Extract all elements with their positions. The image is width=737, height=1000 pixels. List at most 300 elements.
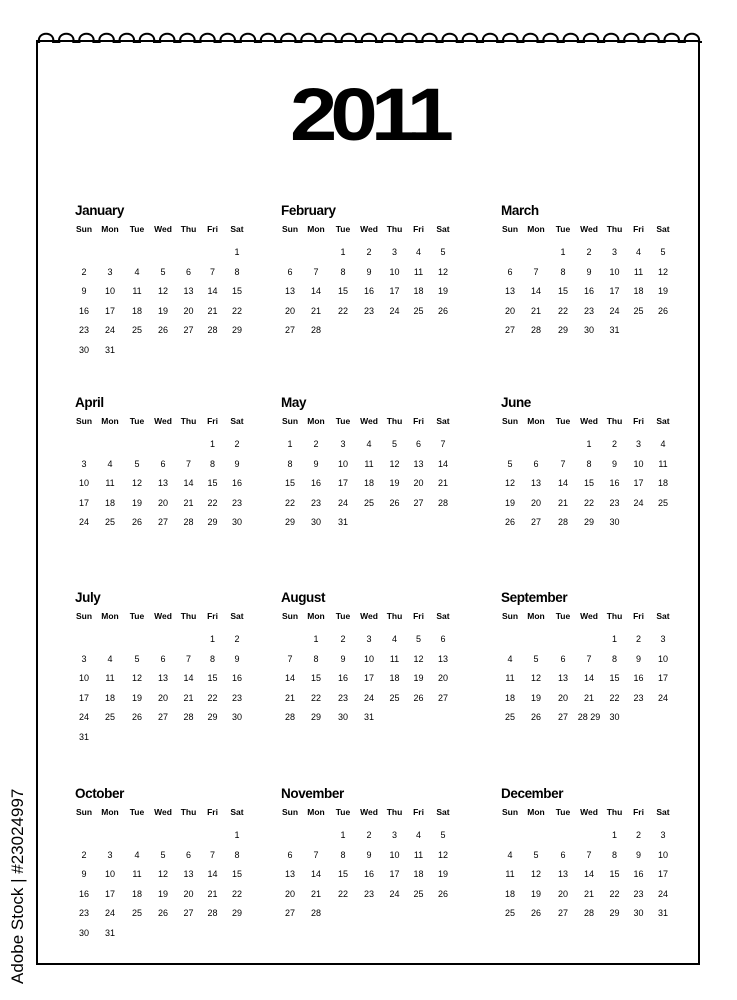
weekday-header: Sat [436,416,450,426]
weekday-header: Sat [656,807,670,817]
day-cell: 10 [104,286,115,297]
empty-day-cell [522,435,550,455]
weekday-header: Mon [527,611,545,621]
week-row [278,669,458,689]
day-cell: 16 [310,478,321,489]
week-row [72,846,252,866]
weekday-header: Sun [281,224,299,234]
empty-day-cell [627,321,650,341]
day-cell: 25 [504,712,515,723]
empty-day-cell [150,341,176,361]
day-cell: 19 [657,286,668,297]
week-row [498,904,678,924]
week-row [72,341,252,361]
weekday-header: Fri [633,611,644,621]
day-cell: 28 [183,517,194,528]
empty-day-cell [650,513,676,533]
week-row [278,435,458,455]
week-row [498,826,678,846]
day-cell: 8 [313,653,319,664]
day-cell: 23 [337,692,348,703]
day-cell: 4 [107,458,113,469]
empty-day-cell [430,513,456,533]
day-cell: 25 [504,908,515,919]
weekday-header: Sat [230,807,244,817]
day-cell: 26 [389,497,400,508]
empty-day-cell [356,904,382,924]
day-cell: 10 [389,849,400,860]
month-december [498,786,678,924]
week-row [278,650,458,670]
day-cell: 12 [413,653,424,664]
weekday-header-row [278,413,458,429]
weeks [498,435,678,533]
day-cell: 17 [389,286,400,297]
day-cell: 14 [557,478,568,489]
month-november [278,786,458,924]
day-cell: 10 [657,653,668,664]
month-name: January [75,203,124,218]
day-cell: 8 [340,849,346,860]
day-cell: 4 [415,830,421,840]
day-cell: 22 [207,497,218,508]
day-cell: 6 [415,439,421,449]
day-cell: 9 [586,266,592,277]
day-cell: 7 [313,849,319,860]
day-cell: 14 [310,286,321,297]
day-cell: 15 [609,673,620,684]
week-row [72,302,252,322]
day-cell: 5 [507,458,513,469]
day-cell: 31 [104,344,115,355]
month-january [72,203,252,361]
month-february [278,203,458,341]
day-cell: 21 [207,305,218,316]
empty-day-cell [382,513,407,533]
empty-day-cell [124,243,150,263]
weekday-header: Tue [129,611,145,621]
empty-day-cell [96,728,124,748]
day-cell: 11 [413,849,424,860]
weekday-header-row [72,413,252,429]
day-cell: 21 [310,305,321,316]
day-cell: 11 [633,266,644,277]
weeks [278,435,458,533]
week-row [72,669,252,689]
empty-day-cell [124,435,150,455]
day-cell: 2 [340,634,346,644]
day-cell: 4 [507,653,513,664]
day-cell: 7 [533,266,539,277]
month-name: April [75,395,104,410]
day-cell: 8 [234,849,240,860]
empty-day-cell [330,904,356,924]
day-cell: 8 [340,266,346,277]
empty-day-cell [550,435,576,455]
day-cell: 14 [437,458,448,469]
day-cell: 19 [437,286,448,297]
day-cell: 5 [415,634,421,644]
day-cell: 16 [363,286,374,297]
day-cell: 31 [104,927,115,938]
day-cell: 23 [583,305,594,316]
day-cell: 21 [583,888,594,899]
day-cell: 6 [185,266,191,277]
weekday-header: Sun [501,224,519,234]
day-cell: 12 [657,266,668,277]
day-cell: 28 [530,325,541,336]
day-cell: 6 [185,849,191,860]
empty-day-cell [124,630,150,650]
weekday-header: Thu [606,611,623,621]
weekday-header: Thu [386,224,403,234]
day-cell: 25 [413,888,424,899]
day-cell: 7 [313,266,319,277]
day-cell: 29 [207,517,218,528]
weekday-header: Sun [281,611,299,621]
week-row [498,435,678,455]
day-cell: 18 [363,478,374,489]
day-cell: 2 [635,634,641,644]
weekday-header-row [498,221,678,237]
day-cell: 13 [557,869,568,880]
day-cell: 24 [657,888,668,899]
weeks [278,630,458,728]
empty-day-cell [201,341,224,361]
day-cell: 27 [437,692,448,703]
day-cell: 1 [560,247,566,257]
day-cell: 26 [413,692,424,703]
week-row [498,650,678,670]
day-cell: 13 [183,869,194,880]
day-cell: 28 [310,908,321,919]
week-row [498,708,678,728]
weekday-header: Mon [101,224,119,234]
day-cell: 7 [209,849,215,860]
week-row [278,885,458,905]
empty-day-cell [150,826,176,846]
day-cell: 14 [183,478,194,489]
day-cell: 26 [131,517,142,528]
weekday-header: Sun [75,807,93,817]
day-cell: 8 [560,266,566,277]
day-cell: 12 [530,673,541,684]
weeks [72,630,252,748]
day-cell: 9 [234,653,240,664]
weekday-header: Fri [207,224,218,234]
empty-day-cell [150,630,176,650]
day-cell: 30 [609,712,620,723]
day-cell: 22 [609,692,620,703]
weekday-header-row [278,804,458,820]
week-row [72,455,252,475]
day-cell: 24 [104,325,115,336]
day-cell: 13 [183,286,194,297]
weekday-header: Fri [413,611,424,621]
empty-day-cell [224,341,250,361]
week-row [498,243,678,263]
weekday-header: Sun [75,416,93,426]
week-row [278,302,458,322]
day-cell: 6 [440,634,446,644]
day-cell: 23 [231,497,242,508]
weekday-header-row [498,608,678,624]
empty-day-cell [382,904,407,924]
month-name: May [281,395,307,410]
day-cell: 15 [231,286,242,297]
weekday-header: Tue [335,611,351,621]
empty-day-cell [430,904,456,924]
empty-day-cell [124,341,150,361]
week-row [278,513,458,533]
day-cell: 28 [437,497,448,508]
empty-day-cell [407,708,430,728]
day-cell: 5 [440,830,446,840]
day-cell: 23 [310,497,321,508]
weekday-header: Fri [413,416,424,426]
day-cell: 13 [557,673,568,684]
week-row [498,474,678,494]
weekday-header: Sat [230,224,244,234]
empty-day-cell [576,630,602,650]
weeks [278,826,458,924]
empty-day-cell [522,243,550,263]
weekday-header: Sun [501,807,519,817]
day-cell: 6 [160,653,166,664]
week-row [498,669,678,689]
empty-day-cell [576,826,602,846]
week-row [72,708,252,728]
weekday-header: Mon [101,807,119,817]
day-cell: 22 [207,692,218,703]
day-cell: 31 [78,731,89,742]
day-cell: 21 [284,692,295,703]
empty-day-cell [72,435,96,455]
day-cell: 8 [611,849,617,860]
day-cell: 30 [231,712,242,723]
day-cell: 20 [157,692,168,703]
day-cell: 8 [209,653,215,664]
day-cell: 3 [660,830,666,840]
day-cell: 5 [160,849,166,860]
week-row [278,630,458,650]
day-cell: 2 [234,634,240,644]
empty-day-cell [302,243,330,263]
day-cell: 3 [107,266,113,277]
weekday-header: Tue [555,807,571,817]
week-row [498,846,678,866]
empty-day-cell [522,826,550,846]
day-cell: 30 [609,517,620,528]
week-row [498,885,678,905]
weekday-header: Mon [527,416,545,426]
day-cell: 9 [81,286,87,297]
empty-day-cell [176,243,201,263]
week-row [278,826,458,846]
day-cell: 1 [586,439,592,449]
day-cell: 26 [530,908,541,919]
day-cell: 23 [609,497,620,508]
empty-day-cell [124,924,150,944]
weekday-header: Fri [413,224,424,234]
day-cell: 3 [340,439,346,449]
weekday-header: Thu [606,807,623,817]
week-row [278,321,458,341]
weekday-header: Wed [360,224,378,234]
day-cell: 14 [583,869,594,880]
weekday-header: Thu [386,416,403,426]
weekday-header: Mon [101,416,119,426]
week-row [498,455,678,475]
day-cell: 19 [157,305,168,316]
empty-day-cell [430,321,456,341]
weeks [72,243,252,361]
day-cell: 26 [504,517,515,528]
day-cell: 11 [105,478,115,489]
day-cell: 2 [366,247,372,257]
day-cell: 28 [284,712,295,723]
week-row [72,494,252,514]
day-cell: 12 [157,286,168,297]
empty-day-cell [124,728,150,748]
day-cell: 21 [310,888,321,899]
day-cell: 16 [231,673,242,684]
day-cell: 10 [78,673,89,684]
day-cell: 3 [611,247,617,257]
empty-day-cell [430,708,456,728]
day-cell: 14 [530,286,541,297]
weekday-header: Thu [180,224,197,234]
week-row [72,904,252,924]
weekday-header: Tue [555,224,571,234]
day-cell: 15 [337,286,348,297]
day-cell: 20 [183,888,194,899]
day-cell: 27 [413,497,424,508]
day-cell: 1 [209,634,215,644]
week-row [498,494,678,514]
day-cell: 24 [104,908,115,919]
weekday-header: Fri [207,611,218,621]
day-cell: 12 [157,869,168,880]
empty-day-cell [176,826,201,846]
day-cell: 17 [78,692,89,703]
day-cell: 25 [131,325,142,336]
day-cell: 18 [657,478,668,489]
week-row [498,282,678,302]
day-cell: 25 [131,908,142,919]
day-cell: 24 [389,305,400,316]
day-cell: 12 [530,869,541,880]
day-cell: 1 [611,634,617,644]
empty-day-cell [176,728,201,748]
day-cell: 27 [284,908,295,919]
day-cell: 15 [310,673,321,684]
week-row [72,243,252,263]
day-cell: 26 [437,305,448,316]
day-cell: 4 [391,634,397,644]
day-cell: 25 [413,305,424,316]
day-cell: 19 [530,888,541,899]
weeks [278,243,458,341]
day-cell: 20 [284,888,295,899]
day-cell: 6 [507,266,513,277]
day-cell: 16 [337,673,348,684]
day-cell: 16 [78,888,89,899]
week-row [498,865,678,885]
week-row [72,826,252,846]
weekday-header: Sun [75,611,93,621]
day-cell: 26 [437,888,448,899]
day-cell: 19 [157,888,168,899]
day-cell: 18 [389,673,400,684]
day-cell: 7 [185,458,191,469]
weeks [498,826,678,924]
week-row [72,282,252,302]
day-cell: 14 [284,673,295,684]
day-cell: 10 [657,849,668,860]
weekday-header: Fri [633,807,644,817]
day-cell: 10 [633,458,644,469]
weekday-header: Wed [360,807,378,817]
day-cell: 21 [583,692,594,703]
day-cell: 17 [657,869,668,880]
day-cell: 7 [287,653,293,664]
binding-loops [36,34,702,42]
week-row [72,885,252,905]
day-cell: 31 [609,325,620,336]
day-cell: 14 [310,869,321,880]
day-cell: 25 [657,497,668,508]
empty-day-cell [150,435,176,455]
day-cell: 26 [530,712,541,723]
day-cell: 28 [183,712,194,723]
empty-day-cell [407,513,430,533]
day-cell: 30 [78,344,89,355]
day-cell: 23 [363,305,374,316]
empty-day-cell [201,924,224,944]
day-cell: 2 [366,830,372,840]
day-cell: 5 [134,458,140,469]
week-row [72,321,252,341]
day-cell: 8 [209,458,215,469]
week-row [72,474,252,494]
empty-day-cell [96,826,124,846]
month-name: November [281,786,344,801]
day-cell: 15 [583,478,594,489]
week-row [72,263,252,283]
month-may [278,395,458,533]
day-cell: 28 [557,517,568,528]
day-cell: 11 [413,266,424,277]
day-cell: 19 [131,497,142,508]
day-cell: 11 [132,869,142,880]
weekday-header: Sun [281,807,299,817]
day-cell: 18 [413,286,424,297]
weekday-header: Wed [154,416,172,426]
day-cell: 20 [504,305,515,316]
stock-watermark: Adobe Stock | #23024997 [8,788,27,984]
day-cell: 9 [313,458,319,469]
week-row [278,263,458,283]
day-cell: 22 [284,497,295,508]
month-name: February [281,203,336,218]
week-row [498,302,678,322]
day-cell: 18 [104,497,115,508]
day-cell: 30 [310,517,321,528]
day-cell: 27 [530,517,541,528]
day-cell: 16 [363,869,374,880]
day-cell: 5 [440,247,446,257]
